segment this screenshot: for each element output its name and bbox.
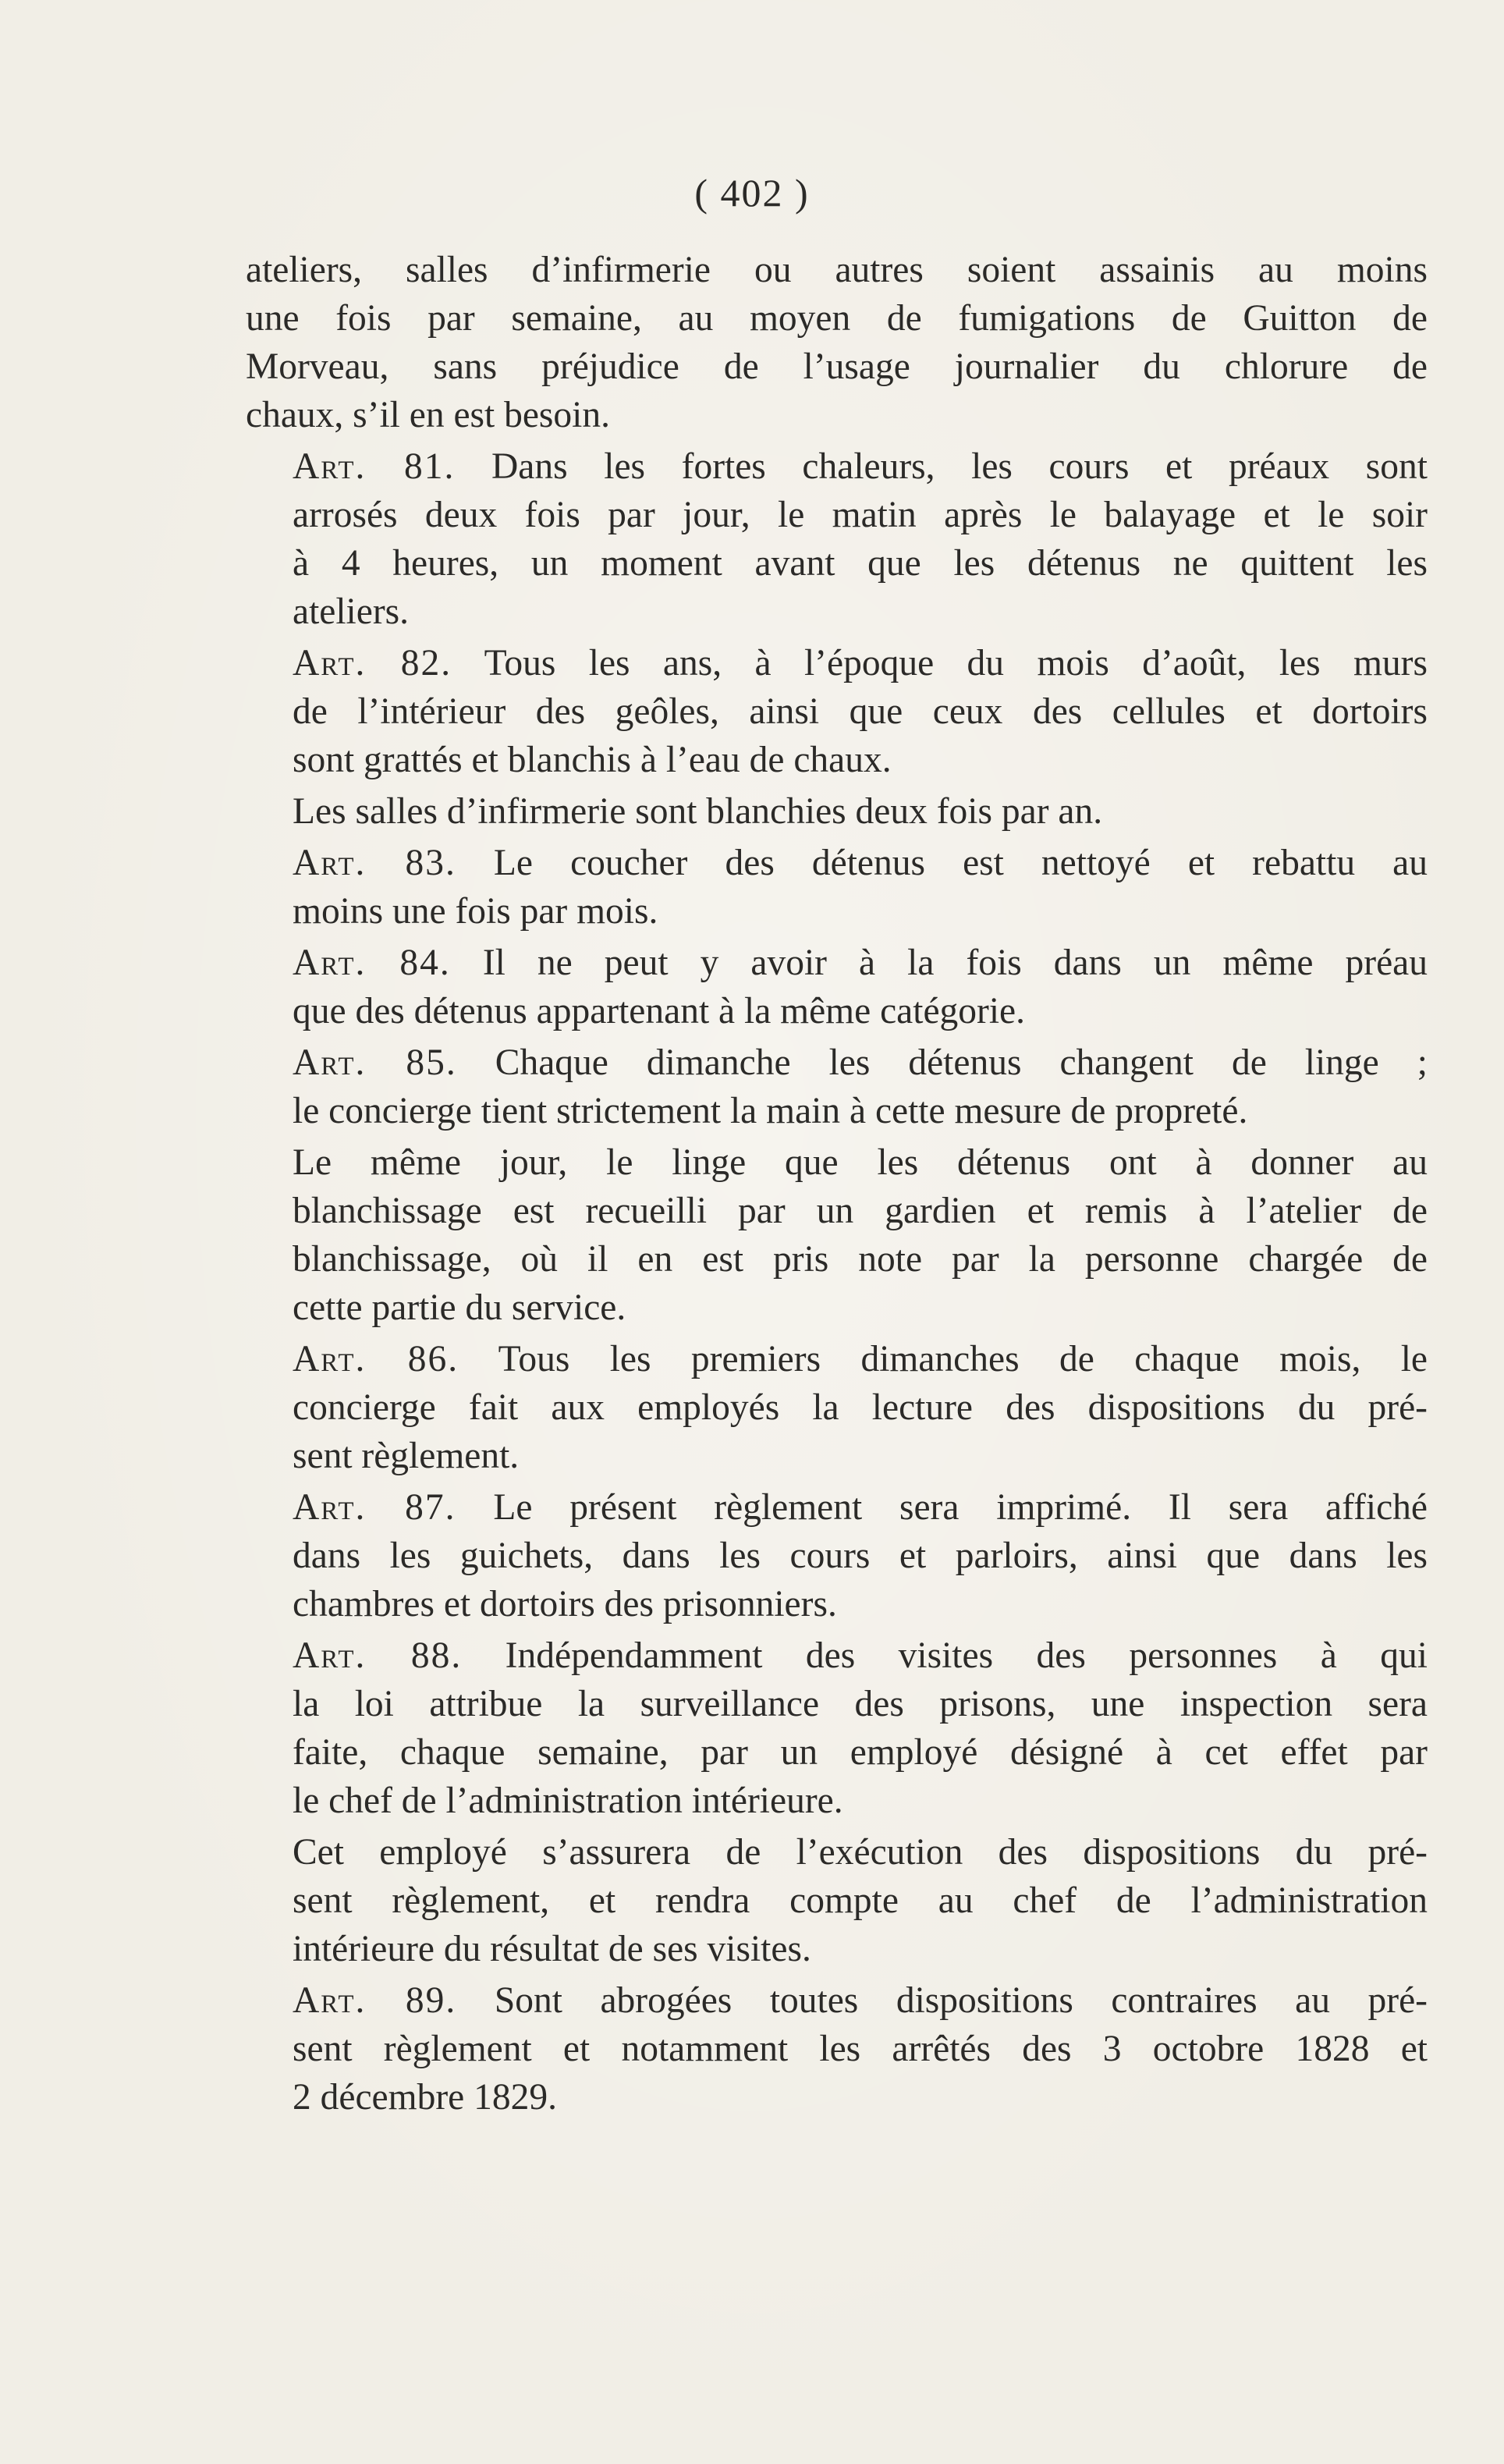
text-line	[246, 246, 1428, 294]
line-text: arrosés deux fois par jour, le matin après le balayage et le soir	[293, 495, 1428, 535]
text-line	[246, 1728, 1428, 1777]
line-text: dans les guichets, dans les cours et parloirs, ainsi que dans les	[293, 1536, 1428, 1576]
text-line	[246, 1483, 1428, 1532]
text-line	[246, 639, 1428, 687]
article-paragraph	[246, 1483, 1428, 1628]
text-line	[246, 1828, 1428, 1876]
text-line	[246, 1235, 1428, 1283]
text-line	[246, 343, 1428, 391]
article-number: Art. 81.	[293, 446, 456, 487]
line-text: sent règlement.	[293, 1436, 520, 1476]
line-text: Tous les premiers dimanches de chaque mois, le	[459, 1339, 1428, 1379]
article-paragraph	[246, 639, 1428, 784]
line-text: blanchissage, où il en est pris note par la personne chargée de	[293, 1239, 1428, 1280]
article-paragraph	[246, 1631, 1428, 1825]
text-line	[246, 987, 1428, 1035]
line-text: chaux, s’il en est besoin.	[246, 395, 610, 435]
line-text: Morveau, sans préjudice de l’usage journalier du chlorure de	[246, 346, 1428, 387]
line-text: la loi attribue la surveillance des prisons, une inspection sera	[293, 1684, 1428, 1724]
paragraph	[246, 787, 1428, 836]
article-number: Art. 87.	[293, 1487, 456, 1528]
article-number: Art. 82.	[293, 643, 452, 683]
text-line	[246, 588, 1428, 636]
line-text: Sont abrogées toutes dispositions contraires au pré-	[456, 1980, 1428, 2021]
line-text: de l’intérieur des geôles, ainsi que ceux des cellules et dortoirs	[293, 691, 1428, 732]
line-text: Chaque dimanche les détenus changent de linge ;	[456, 1042, 1428, 1083]
line-text: cette partie du service.	[293, 1287, 626, 1328]
article-number: Art. 88.	[293, 1635, 463, 1676]
line-text: sent règlement, et rendra compte au chef de l’administration	[293, 1880, 1428, 1921]
text-line	[246, 2025, 1428, 2073]
text-line	[246, 1383, 1428, 1432]
line-text: blanchissage est recueilli par un gardien et remis à l’atelier de	[293, 1191, 1428, 1231]
text-line	[246, 1432, 1428, 1480]
text-line	[246, 1777, 1428, 1825]
text-line	[246, 736, 1428, 784]
line-text: sent règlement et notamment les arrêtés des 3 octobre 1828 et	[293, 2029, 1428, 2069]
line-text: le chef de l’administration intérieure.	[293, 1781, 843, 1821]
line-text: Il ne peut y avoir à la fois dans un même préau	[450, 943, 1428, 983]
line-text: Le même jour, le linge que les détenus ont à donner au	[293, 1142, 1428, 1183]
text-line	[246, 1283, 1428, 1332]
article-number: Art. 86.	[293, 1339, 459, 1379]
text-line	[246, 1039, 1428, 1087]
line-text: Indépendamment des visites des personnes à qui	[462, 1635, 1428, 1676]
paragraph	[246, 246, 1428, 439]
text-line	[246, 1680, 1428, 1728]
text-line	[246, 2073, 1428, 2121]
text-line	[246, 442, 1428, 491]
line-text: ateliers.	[293, 591, 410, 632]
text-line	[246, 1925, 1428, 1973]
article-paragraph	[246, 1039, 1428, 1135]
line-text: Tous les ans, à l’époque du mois d’août, les murs	[452, 643, 1428, 683]
text-line	[246, 1580, 1428, 1628]
text-line	[246, 787, 1428, 836]
article-number: Art. 85.	[293, 1042, 457, 1083]
article-number: Art. 84.	[293, 943, 451, 983]
line-text: moins une fois par mois.	[293, 891, 658, 932]
line-text: Cet employé s’assurera de l’exécution des dispositions du pré-	[293, 1832, 1428, 1873]
text-line	[246, 887, 1428, 936]
text-line	[246, 1187, 1428, 1235]
text-line	[246, 939, 1428, 987]
line-text: Le coucher des détenus est nettoyé et rebattu au	[456, 843, 1428, 883]
text-line	[246, 687, 1428, 736]
line-text: faite, chaque semaine, par un employé désigné à cet effet par	[293, 1732, 1428, 1773]
line-text: Dans les fortes chaleurs, les cours et préaux sont	[455, 446, 1428, 487]
line-text: sont grattés et blanchis à l’eau de chaux.	[293, 740, 892, 780]
body-text	[246, 246, 1428, 2125]
paragraph	[246, 1828, 1428, 1973]
line-text: concierge fait aux employés la lecture des dispositions du pré-	[293, 1387, 1428, 1428]
article-paragraph	[246, 839, 1428, 936]
line-text: le concierge tient strictement la main à cette mesure de propreté.	[293, 1091, 1248, 1131]
article-paragraph	[246, 442, 1428, 636]
text-line	[246, 491, 1428, 539]
line-text: que des détenus appartenant à la même catégorie.	[293, 991, 1026, 1031]
line-text: 2 décembre 1829.	[293, 2077, 557, 2118]
article-number: Art. 89.	[293, 1980, 457, 2021]
text-line	[246, 839, 1428, 887]
paragraph	[246, 1138, 1428, 1332]
page-number: ( 402 )	[694, 171, 810, 215]
text-line	[246, 539, 1428, 588]
line-text: Les salles d’infirmerie sont blanchies deux fois par an.	[293, 791, 1103, 832]
text-line	[246, 1532, 1428, 1580]
text-line	[246, 391, 1428, 439]
line-text: chambres et dortoirs des prisonniers.	[293, 1584, 837, 1624]
line-text: ateliers, salles d’infirmerie ou autres soient assainis au moins	[246, 250, 1428, 290]
text-line	[246, 1138, 1428, 1187]
line-text: intérieure du résultat de ses visites.	[293, 1929, 811, 1969]
text-line	[246, 1335, 1428, 1383]
text-line	[246, 1976, 1428, 2025]
article-number: Art. 83.	[293, 843, 456, 883]
text-line	[246, 1087, 1428, 1135]
text-line	[246, 1631, 1428, 1680]
line-text: une fois par semaine, au moyen de fumigations de Guitton de	[246, 298, 1428, 339]
text-line	[246, 1876, 1428, 1925]
line-text: à 4 heures, un moment avant que les détenus ne quittent les	[293, 543, 1428, 584]
article-paragraph	[246, 1976, 1428, 2121]
article-paragraph	[246, 1335, 1428, 1480]
article-paragraph	[246, 939, 1428, 1035]
line-text: Le présent règlement sera imprimé. Il sera affiché	[456, 1487, 1428, 1528]
text-line	[246, 294, 1428, 343]
